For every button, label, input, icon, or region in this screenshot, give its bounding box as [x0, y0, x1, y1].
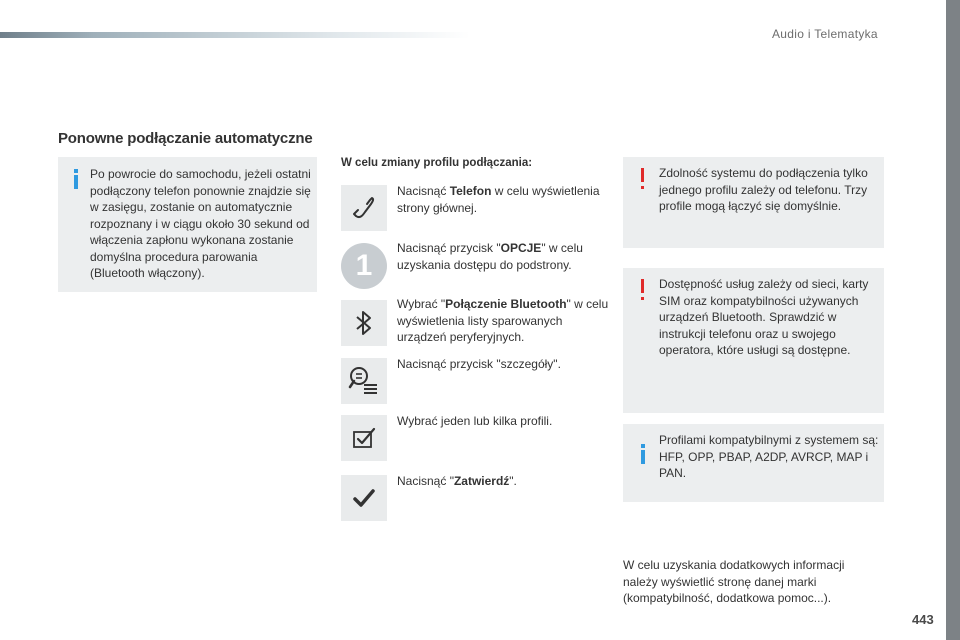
- step-number: 1: [355, 249, 373, 282]
- magnifier-list-icon: [348, 365, 380, 397]
- phone-icon-tile: [341, 185, 387, 231]
- step-1-text: Nacisnąć Telefon w celu wyświetlenia strony głównej.: [397, 184, 600, 215]
- bluetooth-icon-tile: [341, 300, 387, 346]
- steps-heading: W celu zmiany profilu podłączania:: [341, 157, 533, 169]
- details-icon-tile: [341, 358, 387, 404]
- info-icon: [641, 450, 645, 464]
- profiles-info-text: Profilami kompatybilnymi z systemem są: HFP, OPP, PBAP, A2DP, AVRCP, MAP i PAN.: [659, 433, 879, 480]
- info-icon: [74, 175, 78, 189]
- page-title: Ponowne podłączanie automatyczne: [58, 130, 313, 147]
- checkmark-icon: [352, 487, 376, 509]
- step-5-text: Wybrać jeden lub kilka profili.: [397, 414, 553, 428]
- warning-box-2: [623, 268, 884, 413]
- step-number-badge: [341, 243, 387, 289]
- step-4-text: Nacisnąć przycisk "szczegóły".: [397, 357, 561, 371]
- warning-icon: [641, 279, 644, 293]
- header-bar: [0, 32, 470, 38]
- info-box-left: [58, 157, 317, 292]
- info-box-right: [623, 424, 884, 502]
- page-number: 443: [912, 612, 934, 627]
- confirm-icon-tile: [341, 475, 387, 521]
- checkbox-icon: [351, 426, 377, 450]
- step-3-text: Wybrać "Połączenie Bluetooth" w celu wyświetlenia listy sparowanych urządzeń peryferyjnych.: [397, 297, 609, 344]
- step-2-text: Nacisnąć przycisk "OPCJE" w celu uzyskania dostępu do podstrony.: [397, 241, 583, 272]
- warning-2-text: Dostępność usług zależy od sieci, karty SIM oraz kompatybilności używanych urządzeń Bluetooth. Sprawdzić w instrukcji telefonu oraz u swojego operatora, które usługi są dostępne.: [659, 277, 869, 357]
- phone-icon: [351, 195, 377, 221]
- side-strip: [946, 0, 960, 640]
- warning-1-text: Zdolność systemu do podłączenia tylko jednego profilu zależy od telefonu. Trzy profile mogą łączyć się domyślnie.: [659, 166, 868, 213]
- bluetooth-icon: [352, 308, 376, 338]
- info-text: Po powrocie do samochodu, jeżeli ostatni podłączony telefon ponownie znajdzie się w zasięgu, zostanie on automatycznie rozpoznany i w ciągu około 30 sekund od włączenia zapłonu wykonana zostanie domyślna procedura parowania (Bluetooth włączony).: [90, 167, 311, 280]
- section-label: Audio i Telematyka: [772, 27, 878, 41]
- step-6-text: Nacisnąć "Zatwierdź".: [397, 474, 517, 488]
- warning-box-1: [623, 157, 884, 248]
- additional-info-text: W celu uzyskania dodatkowych informacji należy wyświetlić stronę danej marki (kompatybilność, dodatkowa pomoc...).: [623, 558, 845, 605]
- checkbox-icon-tile: [341, 415, 387, 461]
- warning-icon: [641, 168, 644, 182]
